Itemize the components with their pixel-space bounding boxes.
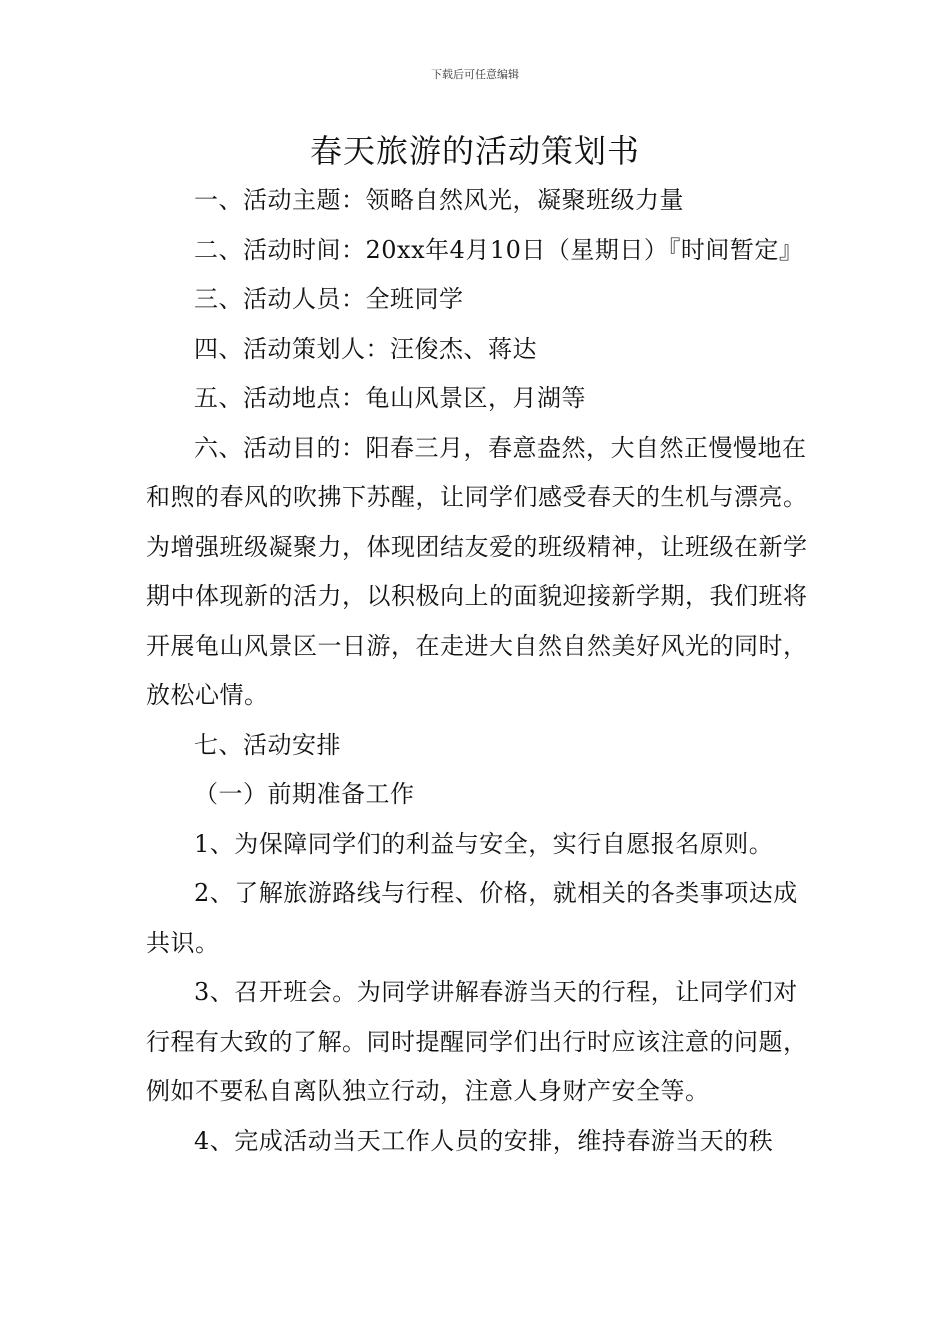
header-note: 下载后可任意编辑: [431, 68, 519, 81]
paragraph-participants: 三、活动人员：全班同学: [194, 285, 464, 313]
paragraph-purpose: 六、活动目的：阳春三月，春意盎然，大自然正慢慢地在和煦的春风的吹拂下苏醒，让同学们感受春天的生机与漂亮。为增强班级凝聚力，体现团结友爱的班级精神，让班级在新学期中体现新的活力，以积极向上的面貌迎接新学期，我们班将开展龟山风景区一日游，在走进大自然自然美好风光的同时，放松心情。: [146, 433, 808, 709]
document-title: 春天旅游的活动策划书: [309, 132, 640, 170]
paragraph-arrangement-heading: 七、活动安排: [194, 730, 341, 759]
paragraph-time: 二、活动时间：20xx年4月10日（星期日）『时间暂定』: [194, 235, 804, 264]
paragraph-item-2: 2、了解旅游路线与行程、价格，就相关的各类事项达成共识。: [146, 879, 798, 957]
document-body: [146, 176, 810, 1166]
paragraph-theme: 一、活动主题：领略自然风光，凝聚班级力量: [194, 186, 684, 214]
paragraph-planners: 四、活动策划人：汪俊杰、蒋达: [194, 334, 537, 363]
paragraph-location: 五、活动地点：龟山风景区，月湖等: [194, 384, 586, 412]
paragraph-item-3: 3、召开班会。为同学讲解春游当天的行程，让同学们对行程有大致的了解。同时提醒同学们出行时应该注意的问题，例如不要私自离队独立行动，注意人身财产安全等。: [146, 978, 808, 1105]
paragraph-item-1: 1、为保障同学们的利益与安全，实行自愿报名原则。: [194, 829, 774, 858]
paragraph-preparation-heading: （一）前期准备工作: [194, 780, 415, 808]
paragraph-item-4: 4、完成活动当天工作人员的安排，维持春游当天的秩: [194, 1126, 774, 1155]
